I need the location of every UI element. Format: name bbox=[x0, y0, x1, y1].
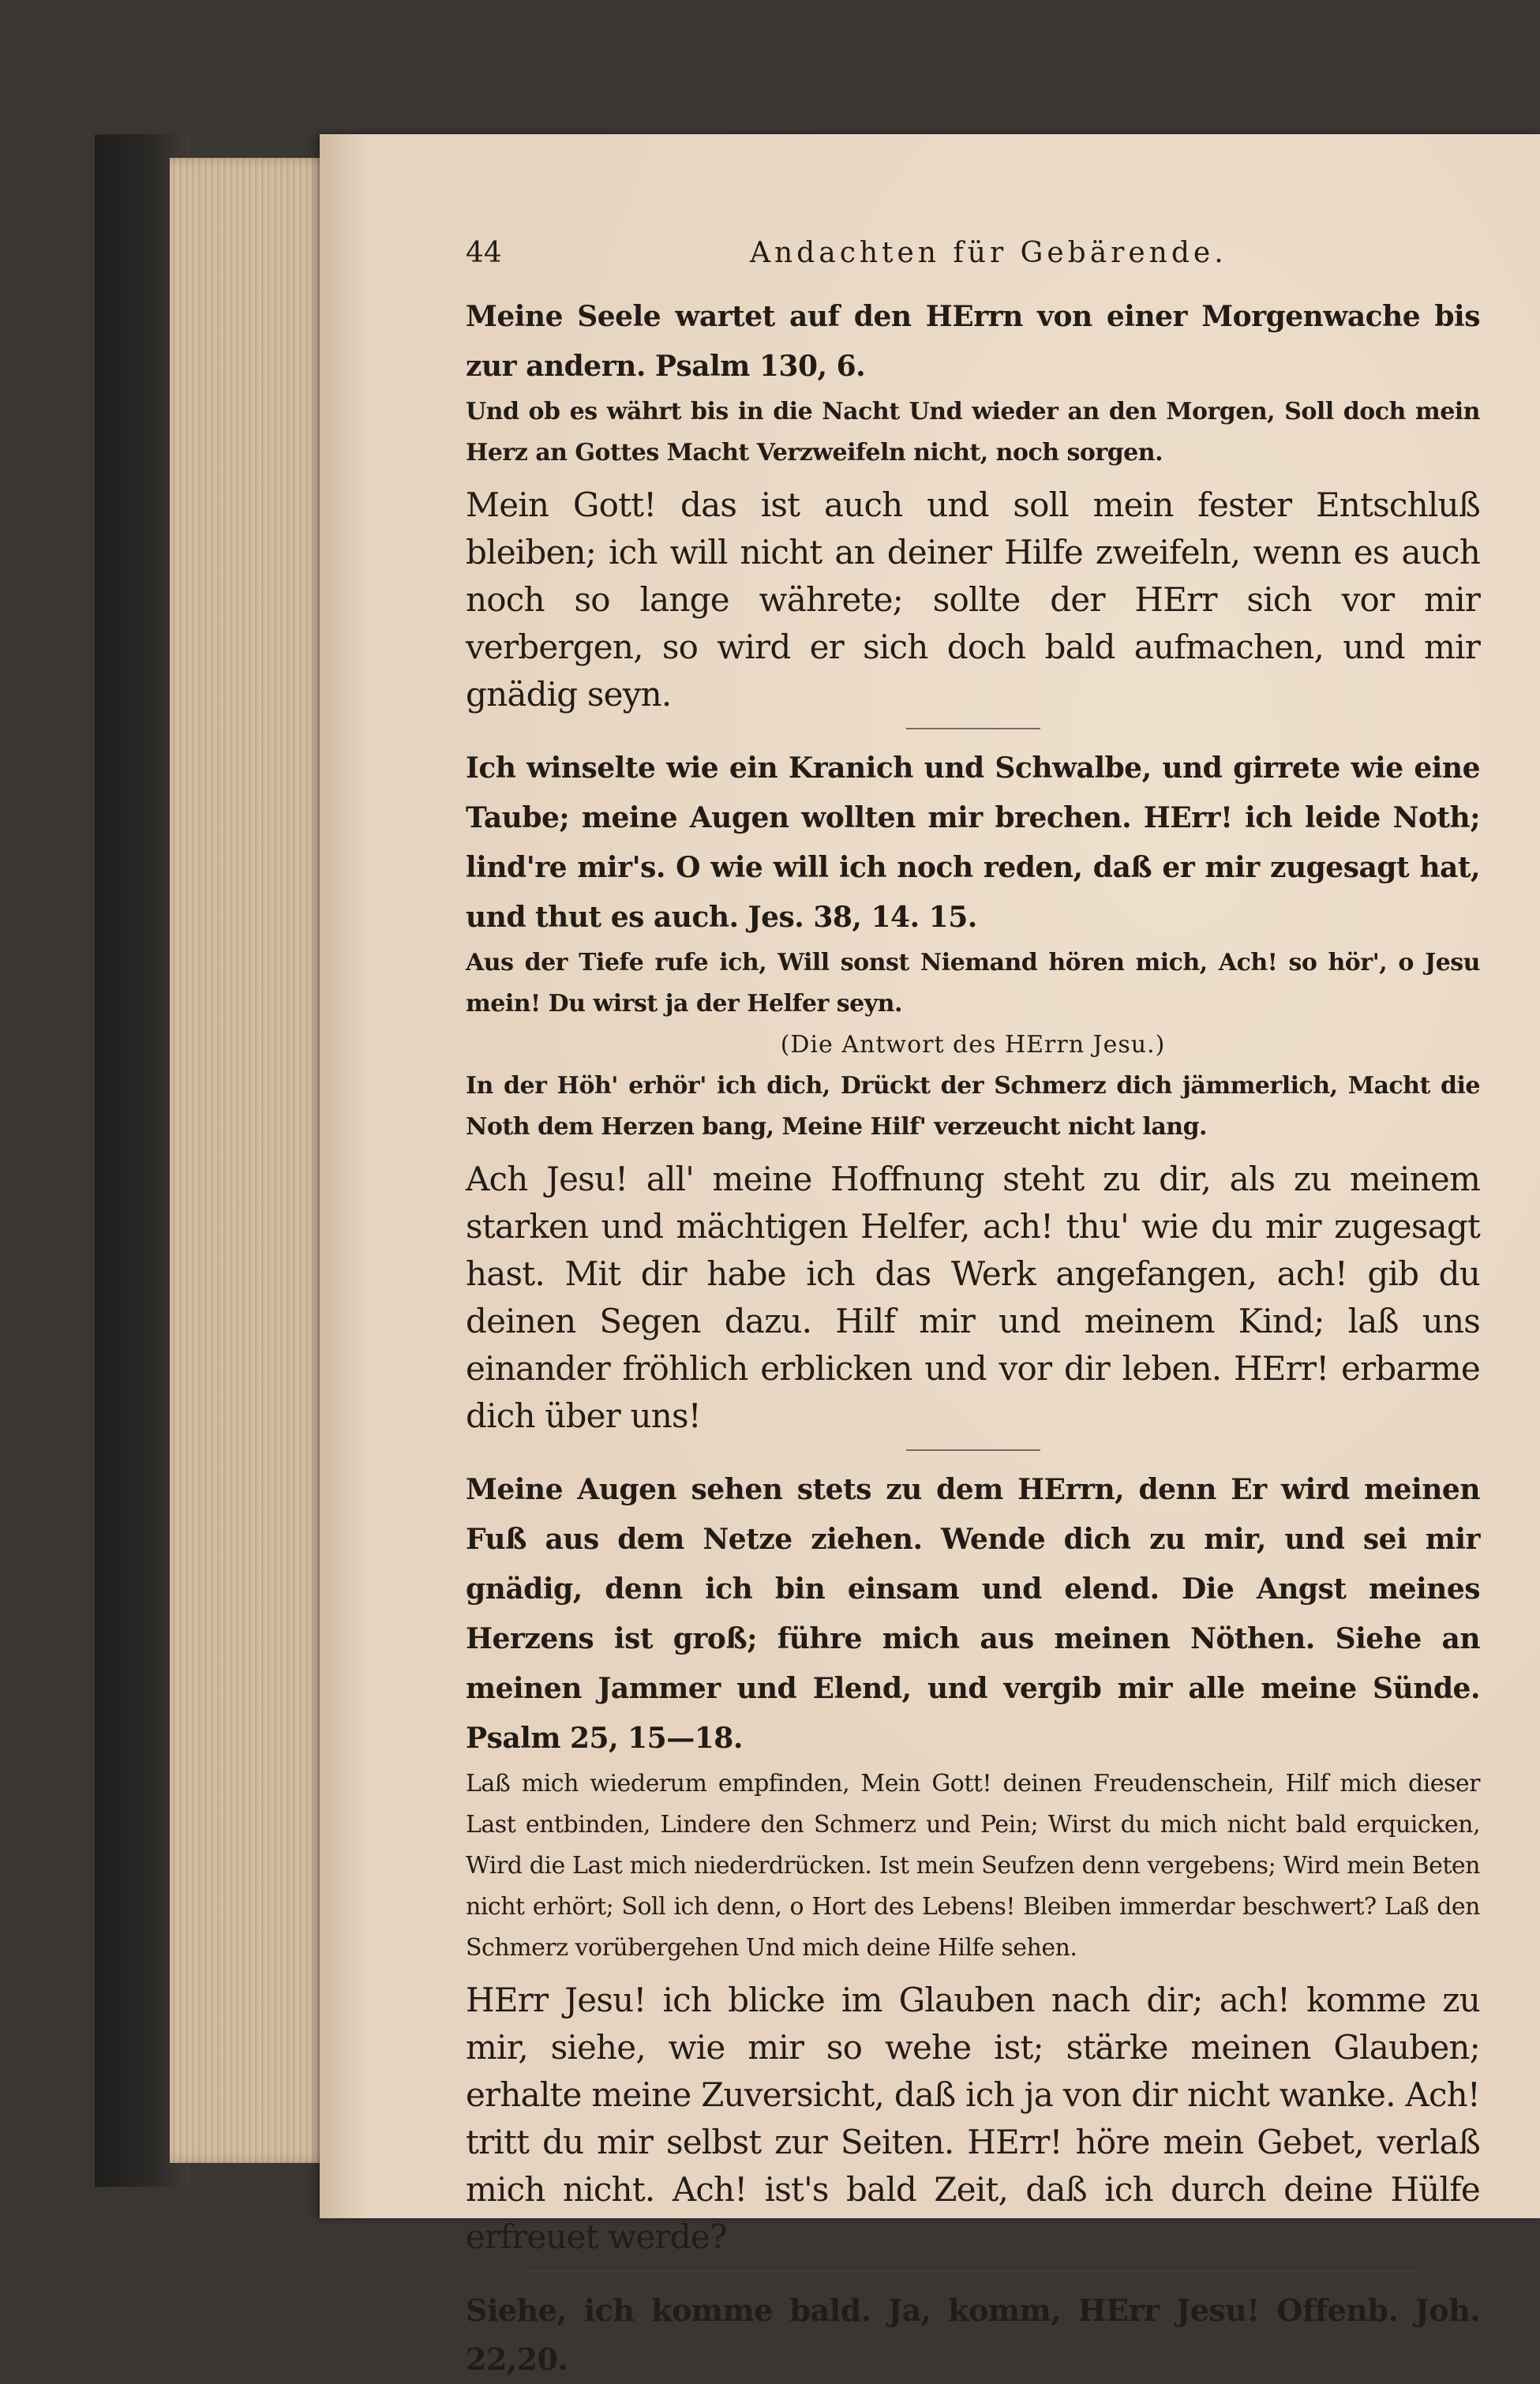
closing-divider bbox=[527, 2270, 1419, 2272]
prayer-paragraph-2: Ach Jesu! all' meine Hoffnung steht zu dir, als zu meinem starken und mächtigen Helfer, ach! thu' wie du mir zugesagt hast. Mit dir habe ich das Werk angefangen, ach! gib du deinen Segen dazu. Hilf mir und meinem Kind; laß uns einander fröhlich erblicken und vor dir leben. HErr! erbarme dich über uns! bbox=[466, 1160, 1480, 1435]
running-head bbox=[466, 237, 1480, 284]
hymn-stanza-4: Laß mich wiederum empfinden, Mein Gott! deinen Freudenschein, Hilf mich dieser Last entbinden, Lindere den Schmerz und Pein; Wirst du mich nicht bald erquicken, Wird die Last mich niederdrücken. Ist mein Seufzen denn vergebens; Wird mein Beten nicht erhört; Soll ich denn, o Hort des Lebens! Bleiben immerdar beschwert? Laß den Schmerz vorübergehen Und mich deine Hilfe sehen. bbox=[466, 1770, 1480, 1962]
hymn-stanza-3: In der Höh' erhör' ich dich, Drückt der Schmerz dich jämmerlich, Macht die Noth dem Herzen bang, Meine Hilf' verzeucht nicht lang. bbox=[466, 1072, 1480, 1141]
running-title: Andachten für Gebärende. bbox=[750, 237, 1227, 269]
scripture-verse-isaiah-38: Ich winselte wie ein Kranich und Schwalbe, und girrete wie eine Taube; meine Augen wollten mir brechen. HErr! ich leide Noth; lind're mir's. O wie will ich noch reden, daß er mir zugesagt hat, und thut es auch. Jes. 38, 14. 15. bbox=[466, 752, 1480, 934]
section-divider-1 bbox=[906, 728, 1040, 729]
page-content bbox=[466, 237, 1480, 2384]
section-divider-2 bbox=[906, 1449, 1040, 1451]
prayer-paragraph-1: Mein Gott! das ist auch und soll mein fester Entschluß bleiben; ich will nicht an deiner Hilfe zweifeln, wenn es auch noch so lange währete; sollte der HErr sich vor mir verbergen, so wird er sich doch bald aufmachen, und mir gnädig seyn. bbox=[466, 485, 1480, 714]
scripture-verse-psalm-130: Meine Seele wartet auf den HErrn von einer Morgenwache bis zur andern. Psalm 130, 6. bbox=[466, 300, 1480, 383]
scripture-verse-psalm-25: Meine Augen sehen stets zu dem HErrn, denn Er wird meinen Fuß aus dem Netze ziehen. Wende dich zu mir, und sei mir gnädig, denn ich bin einsam und elend. Die Angst meines Herzens ist groß; führe mich aus meinen Nöthen. Siehe an meinen Jammer und Elend, und vergib mir alle meine Sünde. Psalm 25, 15—18. bbox=[466, 1473, 1480, 1755]
hymn-stanza-2: Aus der Tiefe rufe ich, Will sonst Niemand hören mich, Ach! so hör', o Jesu mein! Du wirst ja der Helfer seyn. bbox=[466, 949, 1480, 1018]
page-stack-edges bbox=[170, 158, 335, 2163]
page-number: 44 bbox=[466, 237, 502, 269]
closing-verse-revelation: Siehe, ich komme bald. Ja, komm, HErr Jesu! Offenb. Joh. 22,20. bbox=[466, 2292, 1480, 2377]
prayer-paragraph-3: HErr Jesu! ich blicke im Glauben nach dir; ach! komme zu mir, siehe, wie mir so wehe ist; stärke meinen Glauben; erhalte meine Zuversicht, daß ich ja von dir nicht wanke. Ach! tritt du mir selbst zur Seiten. HErr! höre mein Gebet, verlaß mich nicht. Ach! ist's bald Zeit, daß ich durch deine Hülfe erfreuet werde? bbox=[466, 1981, 1480, 2256]
hymn-stanza-1: Und ob es währt bis in die Nacht Und wieder an den Morgen, Soll doch mein Herz an Gottes Macht Verzweifeln nicht, noch sorgen. bbox=[466, 398, 1480, 467]
answer-heading: (Die Antwort des HErrn Jesu.) bbox=[780, 1031, 1166, 1059]
